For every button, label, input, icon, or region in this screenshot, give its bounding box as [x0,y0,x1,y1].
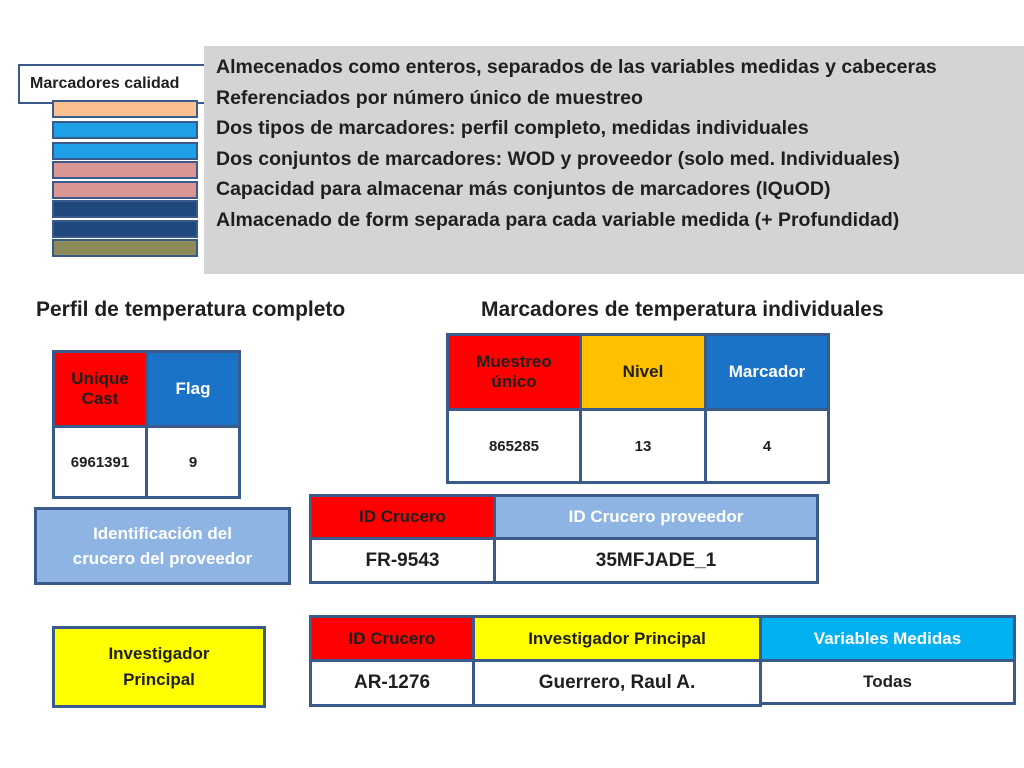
cruise-header-id: ID Crucero [309,494,496,540]
quality-stripe [52,200,198,218]
investigator-header-id: ID Crucero [309,615,475,662]
profile-title: Perfil de temperatura completo [36,298,346,321]
quality-stripe [52,121,198,139]
quality-label-box [18,64,218,104]
quality-stripe [52,161,198,179]
investigator-label: Investigador Principal [52,626,266,708]
individual-value-level: 13 [579,408,707,484]
individual-header-level: Nivel [579,333,707,411]
individual-header-flag: Marcador [704,333,830,411]
quality-stripe [52,100,198,118]
individual-header-sample: Muestreo único [446,333,582,411]
investigator-header-pi: Investigador Principal [472,615,762,662]
individual-value-flag: 4 [704,408,830,484]
cruise-value-id: FR-9543 [309,537,496,584]
info-line: Capacidad para almacenar más conjuntos de marcadores (IQuOD) [216,178,831,200]
profile-value-unique: 6961391 [52,425,148,499]
quality-stripe [52,181,198,199]
individual-title: Marcadores de temperatura individuales [481,298,884,321]
info-line: Referenciados por número único de muestreo [216,86,643,109]
info-line: Almecenados como enteros, separados de las variables medidas y cabeceras [216,56,937,78]
quality-label: Marcadores calidad [30,75,180,92]
quality-stripe [52,220,198,238]
cruise-value-provider: 35MFJADE_1 [493,537,819,584]
investigator-value-vars: Todas [759,659,1016,705]
investigator-value-id: AR-1276 [309,659,475,707]
info-box [204,46,1024,274]
investigator-header-vars: Variables Medidas [759,615,1016,662]
profile-value-flag: 9 [145,425,241,499]
profile-header-unique: Unique Cast [52,350,148,428]
provider-cruise-label: Identificación del crucero del proveedor [34,507,291,585]
profile-header-flag: Flag [145,350,241,428]
info-line: Almacenado de form separada para cada variable medida (+ Profundidad) [216,208,900,231]
individual-value-sample: 865285 [446,408,582,484]
quality-stripe [52,142,198,160]
info-line: Dos conjuntos de marcadores: WOD y proveedor (solo med. Individuales) [216,147,900,170]
info-line: Dos tipos de marcadores: perfil completo, medidas individuales [216,117,809,139]
cruise-header-provider: ID Crucero proveedor [493,494,819,540]
investigator-value-pi: Guerrero, Raul A. [472,659,762,707]
quality-stripe [52,239,198,257]
